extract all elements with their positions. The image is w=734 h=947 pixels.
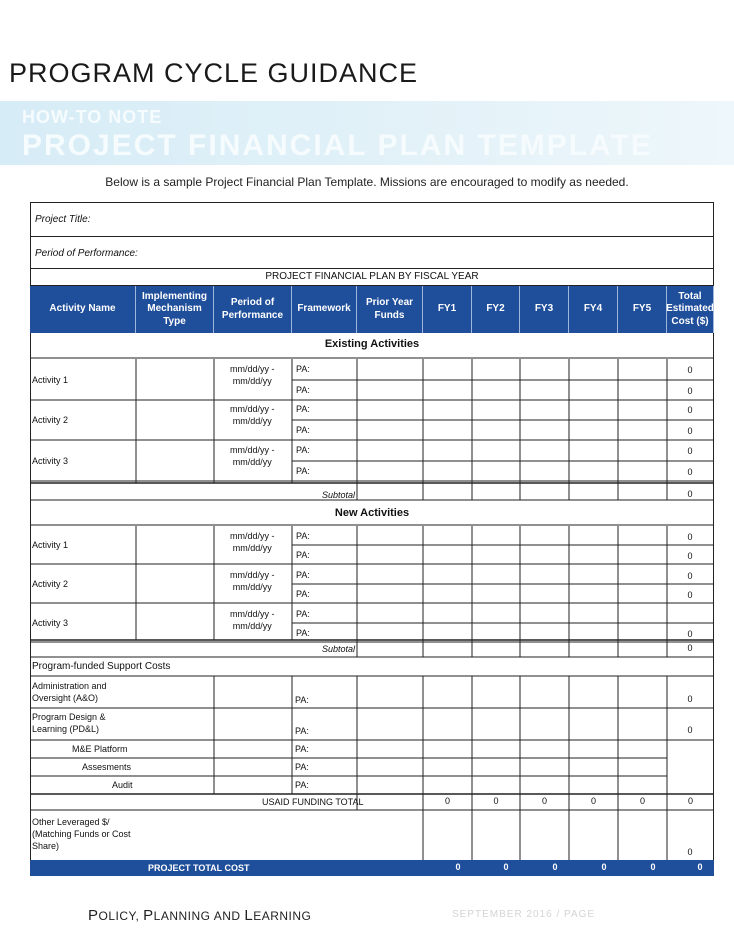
- activity-period: mm/dd/yy - mm/dd/yy: [230, 364, 275, 387]
- column-header: Period of Performance: [214, 286, 292, 333]
- activity-total-2: 0: [687, 425, 693, 436]
- activity-period: mm/dd/yy - mm/dd/yy: [230, 609, 275, 632]
- new-subtotal-value: 0: [687, 643, 693, 653]
- ao-pa: PA:: [295, 695, 309, 705]
- activity-name: Activity 1: [32, 374, 69, 385]
- activity-total-2: 0: [687, 466, 693, 477]
- activity-total-1: 0: [687, 571, 693, 581]
- plan-caption: PROJECT FINANCIAL PLAN BY FISCAL YEAR: [265, 271, 479, 282]
- total-value: 0: [601, 862, 607, 872]
- intro-text: Below is a sample Project Financial Plan Template. Missions are encouraged to modify as needed.: [105, 175, 629, 189]
- activity-total-1: 0: [687, 446, 693, 456]
- audit-pa: PA:: [295, 780, 309, 790]
- total-value: 0: [455, 862, 461, 872]
- activity-total-1: 0: [687, 405, 693, 415]
- activity-name: Activity 3: [32, 618, 69, 628]
- financial-plan-table: [30, 202, 714, 877]
- assessments-label: Assesments: [82, 762, 132, 772]
- column-header: Activity Name: [30, 286, 136, 333]
- table-grid: [30, 202, 714, 877]
- other-leveraged-value: 0: [687, 847, 693, 857]
- column-header: Implementing Mechanism Type: [136, 286, 214, 333]
- pdl-label: Program Design & Learning (PD&L): [32, 712, 106, 735]
- activity-pa-1: PA:: [296, 364, 310, 374]
- activity-pa-2: PA:: [296, 424, 310, 435]
- project-title-label: Project Title:: [35, 214, 91, 225]
- activity-total-2: 0: [687, 629, 693, 639]
- support-heading: Program-funded Support Costs: [32, 661, 171, 672]
- project-total-label: PROJECT TOTAL COST: [148, 863, 250, 873]
- ao-value: 0: [687, 694, 693, 704]
- column-header: Prior Year Funds: [357, 286, 423, 333]
- usaid-total-label: USAID FUNDING TOTAL: [262, 797, 364, 807]
- activity-total-1: 0: [687, 532, 693, 542]
- activity-total-2: 0: [687, 590, 693, 600]
- column-header: FY4: [569, 286, 618, 333]
- mep-label: M&E Platform: [72, 744, 128, 754]
- page-title: PROGRAM CYCLE GUIDANCE: [9, 58, 419, 88]
- new-heading: New Activities: [334, 507, 410, 519]
- other-leveraged-label: Other Leveraged $/ (Matching Funds or Cost Share): [32, 817, 131, 852]
- total-value: 0: [687, 796, 693, 806]
- banner-subtitle: HOW-TO NOTE: [22, 107, 163, 127]
- activity-name: Activity 1: [32, 540, 69, 550]
- column-header: FY5: [618, 286, 667, 333]
- activity-total-2: 0: [687, 385, 693, 396]
- activity-pa-2: PA:: [296, 384, 310, 395]
- footer-brand: POLICY, PLANNING AND LEARNING: [88, 907, 312, 924]
- activity-period: mm/dd/yy - mm/dd/yy: [230, 531, 275, 554]
- total-value: 0: [590, 796, 596, 806]
- assessments-pa: PA:: [295, 762, 309, 772]
- total-value: 0: [697, 862, 703, 872]
- activity-pa-1: PA:: [296, 445, 310, 455]
- ao-label: Administration and Oversight (A&O): [32, 681, 107, 704]
- activity-pa-2: PA:: [296, 589, 310, 599]
- total-value: 0: [541, 796, 547, 806]
- activity-total-1: 0: [687, 365, 693, 375]
- total-value: 0: [503, 862, 509, 872]
- audit-label: Audit: [112, 780, 133, 790]
- column-header: FY1: [423, 286, 472, 333]
- total-value: 0: [639, 796, 645, 806]
- mep-pa: PA:: [295, 744, 309, 754]
- activity-total-2: 0: [687, 551, 693, 561]
- total-value: 0: [493, 796, 499, 806]
- activity-period: mm/dd/yy - mm/dd/yy: [230, 445, 275, 468]
- pdl-value: 0: [687, 725, 693, 735]
- column-header: FY2: [472, 286, 520, 333]
- activity-pa-2: PA:: [296, 465, 310, 476]
- total-value: 0: [552, 862, 558, 872]
- existing-heading: Existing Activities: [324, 338, 420, 350]
- title-banner: [0, 101, 734, 165]
- activity-period: mm/dd/yy - mm/dd/yy: [230, 404, 275, 427]
- column-header: Framework: [292, 286, 357, 333]
- activity-name: Activity 2: [32, 579, 69, 589]
- activity-pa-1: PA:: [296, 404, 310, 414]
- pdl-pa: PA:: [295, 726, 309, 736]
- activity-name: Activity 2: [32, 414, 69, 425]
- total-value: 0: [444, 796, 450, 806]
- activity-period: mm/dd/yy - mm/dd/yy: [230, 570, 275, 593]
- activity-name: Activity 3: [32, 455, 69, 466]
- existing-subtotal-label: Subtotal: [322, 490, 356, 500]
- existing-subtotal-value: 0: [687, 489, 693, 499]
- activity-pa-2: PA:: [296, 628, 310, 638]
- column-header: FY3: [520, 286, 569, 333]
- activity-pa-1: PA:: [296, 609, 310, 619]
- activity-pa-1: PA:: [296, 570, 310, 580]
- total-value: 0: [650, 862, 656, 872]
- activity-pa-2: PA:: [296, 550, 310, 560]
- new-subtotal-label: Subtotal: [322, 644, 356, 654]
- activity-pa-1: PA:: [296, 531, 310, 541]
- banner-heading: PROJECT FINANCIAL PLAN TEMPLATE: [22, 129, 653, 162]
- column-header: Total Estimated Cost ($): [667, 286, 714, 333]
- footer-page: SEPTEMBER 2016 / PAGE: [452, 909, 596, 920]
- period-label: Period of Performance:: [35, 248, 138, 259]
